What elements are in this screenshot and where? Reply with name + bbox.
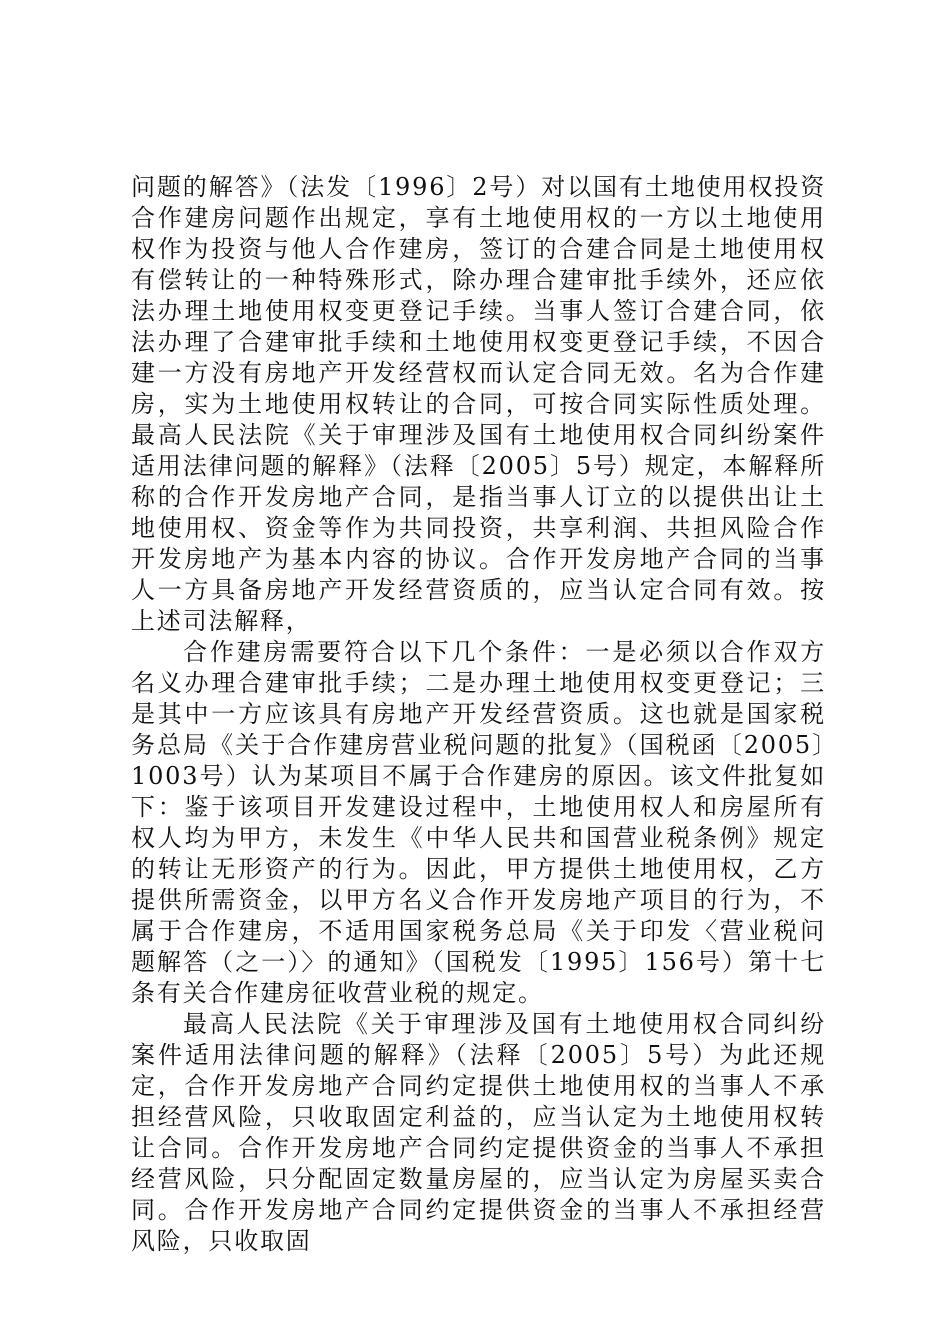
paragraph-1: 问题的解答》（法发〔1996〕2号）对以国有土地使用权投资合作建房问题作出规定，享有土地使用权的一方以土地使用权作为投资与他人合作建房，签订的合建合同是土地使用权有偿转让的一种特殊形式，除办理合建审批手续外，还应依法办理土地使用权变更登记手续。当事人签订合建合同，依法办理了合建审批手续和土地使用权变更登记手续，不因合建一方没有房地产开发经营权而认定合同无效。名为合作建房，实为土地使用权转让的合同，可按合同实际性质处理。最高人民法院《关于审理涉及国有土地使用权合同纠纷案件适用法律问题的解释》（法释〔2005〕5号）规定，本解释所称的合作开发房地产合同，是指当事人订立的以提供出让土地使用权、资金等作为共同投资，共享利润、共担风险合作开发房地产为基本内容的协议。合作开发房地产合同的当事人一方具备房地产开发经营资质的，应当认定合同有效。按上述司法解释， — [131, 173, 826, 635]
document-body — [131, 172, 826, 1257]
paragraph-2: 合作建房需要符合以下几个条件：一是必须以合作双方名义办理合建审批手续；二是办理土地使用权变更登记；三是其中一方应该具有房地产开发经营资质。这也就是国家税务总局《关于合作建房营业税问题的批复》（国税函〔2005〕1003号）认为某项目不属于合作建房的原因。该文件批复如下：鉴于该项目开发建设过程中，土地使用权人和房屋所有权人均为甲方，未发生《中华人民共和国营业税条例》规定的转让无形资产的行为。因此，甲方提供土地使用权，乙方提供所需资金，以甲方名义合作开发房地产项目的行为，不属于合作建房，不适用国家税务总局《关于印发〈营业税问题解答（之一）〉的通知》（国税发〔1995〕156号）第十七条有关合作建房征收营业税的规定。 — [131, 638, 826, 1007]
paragraph-3: 最高人民法院《关于审理涉及国有土地使用权合同纠纷案件适用法律问题的解释》（法释〔2005〕5号）为此还规定，合作开发房地产合同约定提供土地使用权的当事人不承担经营风险，只收取固定利益的，应当认定为土地使用权转让合同。合作开发房地产合同约定提供资金的当事人不承担经营风险，只分配固定数量房屋的，应当认定为房屋买卖合同。合作开发房地产合同约定提供资金的当事人不承担经营风险，只收取固 — [131, 1010, 826, 1255]
